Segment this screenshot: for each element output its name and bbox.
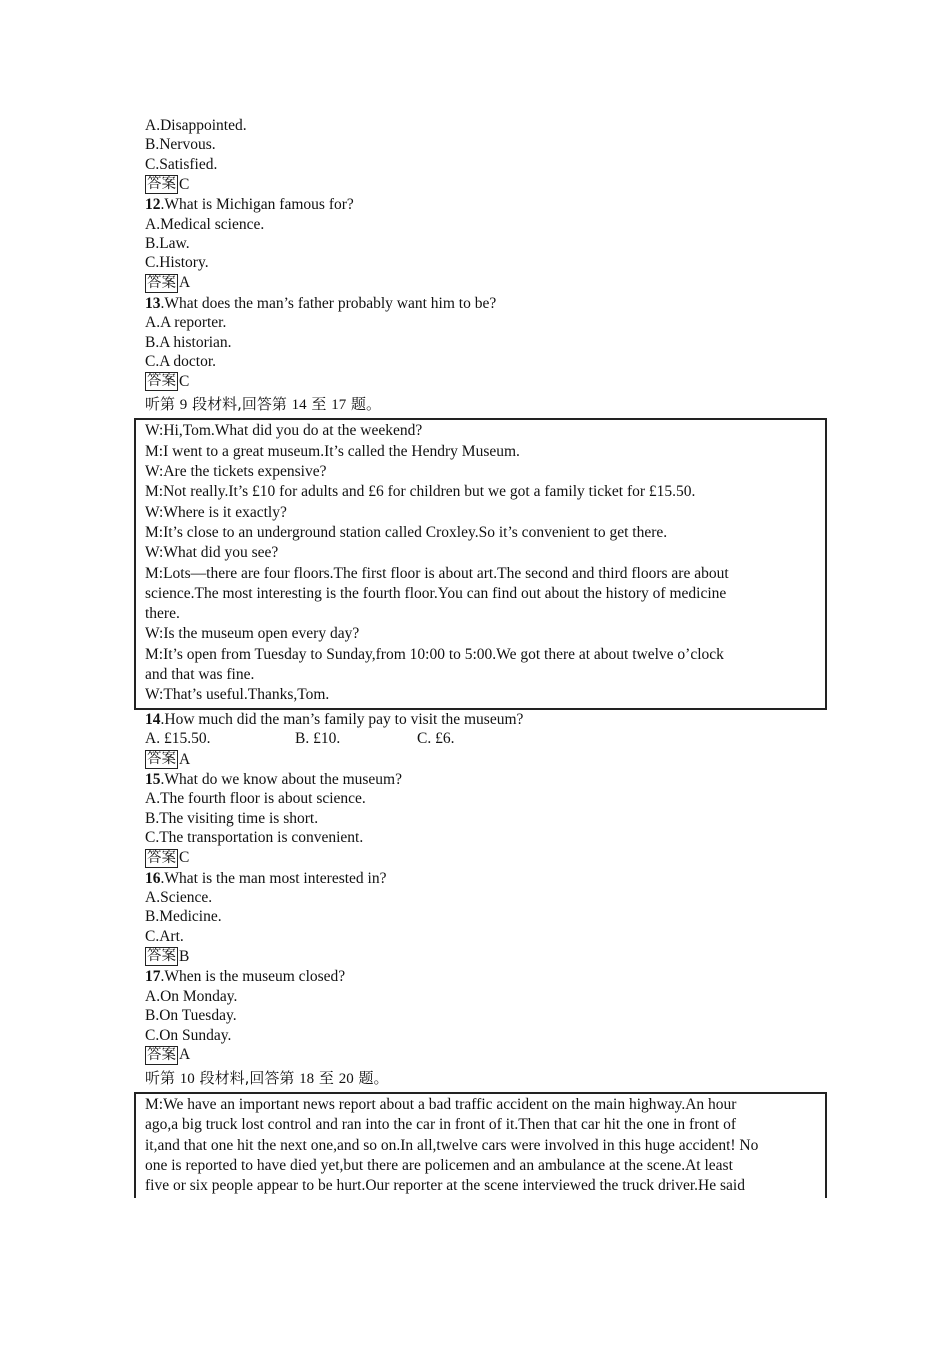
transcript-line: W:What did you see? [145,544,279,562]
q17-question [145,967,825,986]
section-10-transcript-box [134,1092,827,1198]
q16-answer: B [179,947,190,965]
q16-option-c: C.Art. [145,927,184,945]
transcript-line: W:Is the museum open every day? [145,625,360,643]
q15-answer-row [145,848,825,869]
section-9-heading [145,394,825,415]
q17-option-c: C.On Sunday. [145,1026,232,1044]
answer-label-box: 答案 [147,849,176,866]
transcript-line: M:It’s close to an underground station called Croxley.So it’s convenient to get there. [145,523,668,541]
q17-option-a: A.On Monday. [145,987,238,1005]
heading-text: 听第 [145,395,176,414]
transcript-line: W:That’s useful.Thanks,Tom. [145,686,330,704]
question-16-block [145,869,825,968]
q12-option-c: C.History. [145,254,209,272]
answer-label-box: 答案 [147,751,176,768]
transcript-line: ago,a big truck lost control and ran into the car in front of it.Then that car hit the one in front of [145,1116,736,1134]
transcript-line: M:Lots—there are four floors.The first floor is about art.The second and third floors are about [145,564,729,582]
question-13-block [145,294,825,393]
q11-answer: C [179,175,190,193]
q15-option-a: A.The fourth floor is about science. [145,790,366,808]
question-17-block [145,967,825,1066]
q13-option-a: A.A reporter. [145,314,227,332]
q13-answer-row [145,371,825,392]
q13-option-b: B.A historian. [145,333,232,351]
q15-question [145,770,825,789]
question-14-block [145,710,825,770]
q14-answer-row [145,749,825,770]
q14-number: 14 [145,710,161,728]
q12-text: .What is Michigan famous for? [160,196,354,214]
heading-number: 20 [338,1070,354,1087]
q16-option-a: A.Science. [145,889,213,907]
q14-option-b: B. £10. [295,730,341,748]
answer-label-box: 答案 [147,373,176,390]
q13-option-c: C.A doctor. [145,353,217,371]
heading-text: 段材料,回答第 [199,1068,295,1087]
q11-answer-row [145,174,825,195]
q12-option-a: A.Medical science. [145,215,265,233]
q12-answer: A [179,274,191,292]
q12-answer-row [145,273,825,294]
question-15-block [145,770,825,869]
heading-text: 题。 [358,1068,389,1087]
transcript-line: five or six people appear to be hurt.Our reporter at the scene interviewed the truck driver.He said [145,1177,745,1195]
transcript-line: M:It’s open from Tuesday to Sunday,from 10:00 to 5:00.We got there at about twelve o’clock [145,645,724,663]
document-content [145,116,825,1198]
q15-option-c: C.The transportation is convenient. [145,829,364,847]
q15-number: 15 [145,771,161,789]
q13-number: 13 [145,294,161,312]
q16-number: 16 [145,869,161,887]
heading-number: 9 [179,397,188,414]
q14-options-row [145,729,825,749]
q14-option-a: A. £15.50. [145,730,211,748]
answer-label-box: 答案 [147,274,176,291]
q16-text: .What is the man most interested in? [160,869,387,887]
q17-answer: A [179,1046,191,1064]
q14-text: .How much did the man’s family pay to visit the museum? [160,710,524,728]
q11-option-b: B.Nervous. [145,136,216,154]
answer-label-box: 答案 [147,1046,176,1063]
question-11-block [145,116,825,195]
heading-number: 10 [179,1070,195,1087]
q17-option-b: B.On Tuesday. [145,1007,237,1025]
q17-answer-row [145,1045,825,1066]
q12-question [145,195,825,214]
q16-option-b: B.Medicine. [145,908,222,926]
transcript-line: and that was fine. [145,666,255,684]
transcript-line: W:Hi,Tom.What did you do at the weekend? [145,422,423,440]
q16-question [145,869,825,888]
q17-number: 17 [145,968,161,986]
q14-option-c: C. £6. [417,730,455,748]
q14-question [145,710,825,729]
heading-text: 至 [311,395,327,414]
heading-text: 题。 [351,395,382,414]
heading-number: 17 [331,397,347,414]
transcript-line: W:Where is it exactly? [145,503,287,521]
heading-text: 至 [318,1068,334,1087]
transcript-line: W:Are the tickets expensive? [145,463,327,481]
transcript-line: there. [145,605,180,623]
heading-text: 听第 [145,1068,176,1087]
transcript-line: one is reported to have died yet,but there are policemen and an ambulance at the scene.At least [145,1156,733,1174]
answer-label-box: 答案 [147,176,176,193]
q13-answer: C [179,372,190,390]
answer-label-box: 答案 [147,948,176,965]
heading-number: 14 [291,397,307,414]
question-12-block [145,195,825,294]
q11-option-a: A.Disappointed. [145,117,247,134]
q12-option-b: B.Law. [145,235,190,253]
section-9-transcript-box [134,418,827,709]
transcript-line: M:I went to a great museum.It’s called the Hendry Museum. [145,442,520,460]
section-10-heading [145,1068,825,1089]
q15-option-b: B.The visiting time is short. [145,809,319,827]
q13-question [145,294,825,313]
q11-option-c: C.Satisfied. [145,155,218,173]
q14-answer: A [179,750,191,768]
heading-text: 段材料,回答第 [192,395,287,414]
q17-text: .When is the museum closed? [160,968,346,986]
q16-answer-row [145,946,825,967]
transcript-line: it,and that one hit the next one,and so on.In all,twelve cars were involved in this huge accident! No [145,1136,759,1154]
q12-number: 12 [145,196,161,214]
transcript-line: M:We have an important news report about a bad traffic accident on the main highway.An hour [145,1095,737,1113]
q15-answer: C [179,849,190,867]
heading-number: 18 [299,1070,315,1087]
q13-text: .What does the man’s father probably want him to be? [160,294,497,312]
q15-text: .What do we know about the museum? [160,771,402,789]
transcript-line: M:Not really.It’s £10 for adults and £6 for children but we got a family ticket for £15.50. [145,483,696,501]
transcript-line: science.The most interesting is the fourth floor.You can find out about the history of medicine [145,584,727,602]
